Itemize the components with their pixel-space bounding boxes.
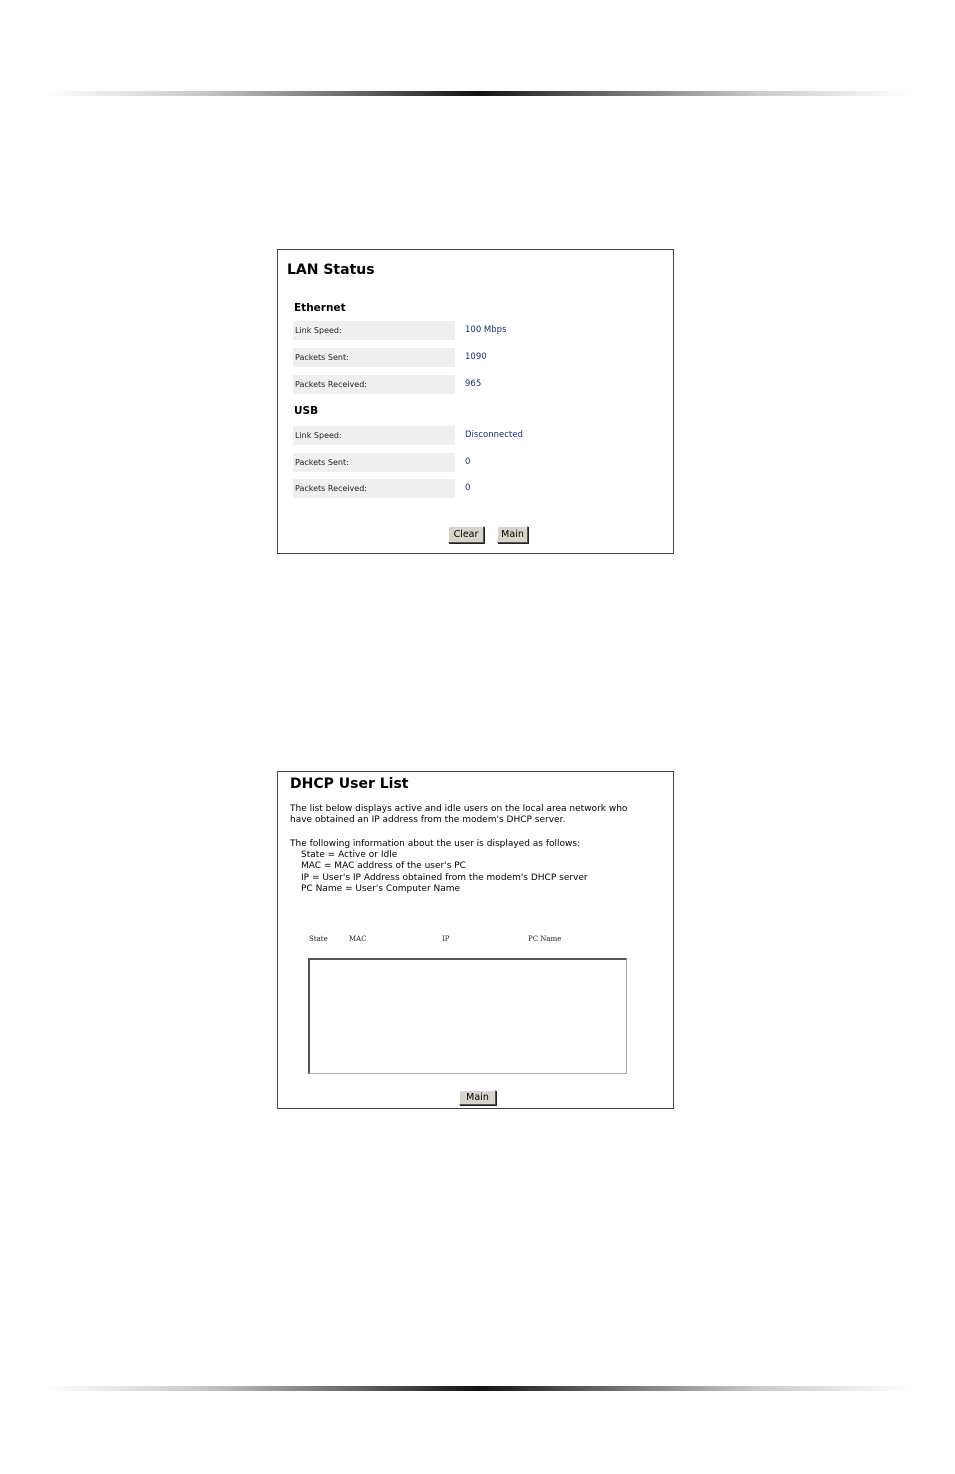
ethernet-heading: Ethernet xyxy=(294,302,346,314)
dhcp-info-item-state xyxy=(290,850,397,862)
header-rule xyxy=(45,91,911,96)
footer-rule xyxy=(45,1386,911,1391)
dhcp-info-heading: The following information about the user is displayed as follows: xyxy=(290,839,581,849)
usb-link-speed-label: Link Speed: xyxy=(293,426,455,445)
ethernet-link-speed-label: Link Speed: xyxy=(293,321,455,340)
column-header-mac: MAC xyxy=(349,935,367,943)
dhcp-info-item-state-text: State = Active or Idle xyxy=(301,850,398,860)
dhcp-info-item-ip xyxy=(290,873,588,885)
clear-button[interactable]: Clear xyxy=(448,526,484,543)
column-header-pc-name: PC Name xyxy=(528,935,562,943)
dhcp-user-listbox[interactable] xyxy=(308,958,627,1074)
column-header-ip: IP xyxy=(442,935,450,943)
usb-packets-sent-label: Packets Sent: xyxy=(293,453,455,472)
dhcp-user-list-panel xyxy=(277,771,674,1109)
dhcp-user-list-title: DHCP User List xyxy=(290,776,409,792)
usb-packets-received-value: 0 xyxy=(465,483,471,493)
dhcp-info-item-mac-text: MAC = MAC address of the user's PC xyxy=(301,861,466,871)
ethernet-packets-received-value: 965 xyxy=(465,379,482,389)
dhcp-info-item-pc-name xyxy=(290,884,460,896)
lan-main-button[interactable]: Main xyxy=(497,526,528,543)
dhcp-info-item-pc-name-text: PC Name = User's Computer Name xyxy=(301,884,461,894)
dhcp-main-button[interactable]: Main xyxy=(459,1090,496,1105)
usb-packets-sent-value: 0 xyxy=(465,457,471,467)
dhcp-info-item-ip-text: IP = User's IP Address obtained from the modem's DHCP server xyxy=(301,873,588,883)
usb-link-speed-value: Disconnected xyxy=(465,430,523,440)
lan-status-panel xyxy=(277,249,674,554)
ethernet-packets-received-label: Packets Received: xyxy=(293,375,455,394)
column-header-state: State xyxy=(309,935,328,943)
usb-packets-received-label: Packets Received: xyxy=(293,479,455,498)
usb-heading: USB xyxy=(294,405,319,417)
ethernet-link-speed-value: 100 Mbps xyxy=(465,325,507,335)
ethernet-packets-sent-label: Packets Sent: xyxy=(293,348,455,367)
dhcp-info-item-mac xyxy=(290,861,466,873)
dhcp-intro-line-1: The list below displays active and idle users on the local area network who xyxy=(290,804,628,814)
lan-status-title: LAN Status xyxy=(287,262,375,278)
dhcp-intro-line-2: have obtained an IP address from the modem's DHCP server. xyxy=(290,815,566,825)
ethernet-packets-sent-value: 1090 xyxy=(465,352,487,362)
